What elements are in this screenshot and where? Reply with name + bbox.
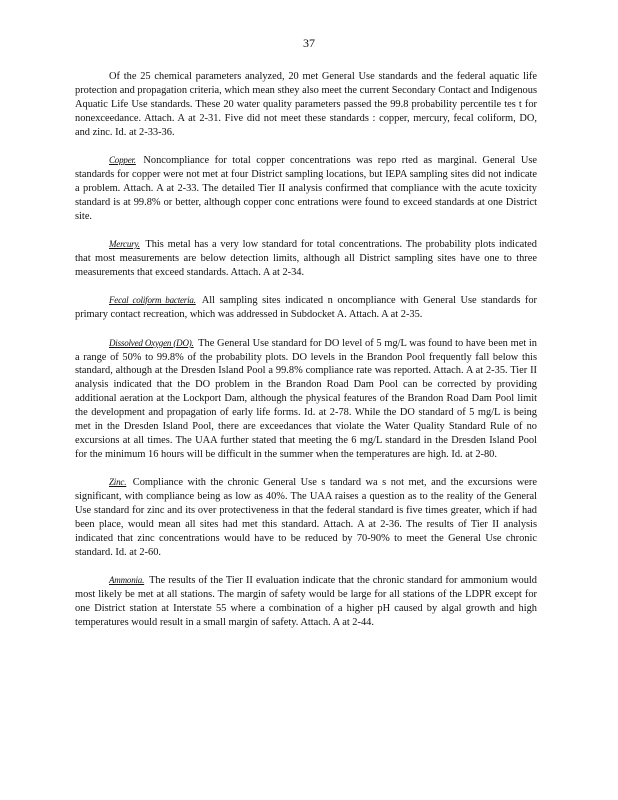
dissolved-oxygen-paragraph xyxy=(75,337,537,462)
page-number: 37 xyxy=(303,36,315,50)
ammonia-heading: Ammonia. xyxy=(109,575,145,586)
paragraph-text: Noncompliance for total copper concentrations was repo rted as marginal. General Use standards for copper were not met at four District sampling locations, but IEPA sampling sites did not indicate a problem. Attach. A at 2-33. The detailed Tier II analysis confirmed that compliance with the acute toxicity standard is at 99.8% or better, although copper conc entrations were found to exceed standards at one District site. xyxy=(75,155,537,222)
paragraph-text: All sampling sites indicated n oncompliance with General Use standards for primary contact recreation, which was addressed in Subdocket A. Attach. A at 2-35. xyxy=(75,295,537,321)
intro-paragraph xyxy=(75,70,537,140)
paragraph-text: The results of the Tier II evaluation indicate that the chronic standard for ammonium would most likely be met at all stations. The margin of safety would be large for all stations of the LDPR except for one District station at Interstate 55 where a combination of a higher pH caused by algal growth and high temperatures would result in a small margin of safety. Attach. A at 2-44. xyxy=(75,575,537,628)
dissolved-oxygen-heading: Dissolved Oxygen (DO). xyxy=(109,337,194,348)
copper-heading: Copper. xyxy=(109,155,136,166)
paragraph-text: Of the 25 chemical parameters analyzed, 20 met General Use standards and the federal aquatic life protection and propagation criteria, which mean sthey also meet the current Secondary Contact and Indigenous Aquatic Life Use standards. These 20 water quality parameters passed the 99.8 probability percentile tes t for nonexceedance. Attach. A at 2-31. Five did not meet these standards : copper, mercury, fecal coliform, DO, and zinc. Id. at 2-33-36. xyxy=(75,71,537,138)
copper-paragraph xyxy=(75,154,537,224)
paragraph-text: This metal has a very low standard for total concentrations. The probability plots indicated that most measurements are below detection limits, although all District sampling sites have one to three measurements that exceed standards. Attach. A at 2-34. xyxy=(75,239,537,278)
mercury-heading: Mercury. xyxy=(109,239,140,250)
zinc-heading: Zinc. xyxy=(109,477,127,488)
paragraph-text: The General Use standard for DO level of 5 mg/L was found to have been met in a range of 50% to 99.8% of the probability plots. DO levels in the Brandon Pool frequently fall below this standard, although at the Dresden Island Pool a 99.8% compliance rate was reported. Attach. A at 2-35. Tier II analysis indicated that the DO problem in the Brandon Road Dam Pool can be corrected by providing additional aeration at the Lockport Dam, although the physical features of the Brandon Road Dam Pool limit the development and propagation of early life forms. Id. at 2-78. While the DO standard of 5 mg/L is being met in the Dresden Island Pool, there are exceedances that violate the Water Quality Standard Rule of no excursions at all times. The UAA further stated that meeting the 6 mg/L standard in the Dresden Island Pool for the minimum 16 hours will be difficult in the summer when the temperatures are high. Id. at 2-80. xyxy=(75,337,538,460)
body-text xyxy=(75,70,537,644)
mercury-paragraph xyxy=(75,238,537,280)
paragraph-text: Compliance with the chronic General Use s tandard wa s not met, and the excursions were significant, with compliance being as low as 40%. The UAA raises a question as to the reality of the General Use standard for zinc and its over protectiveness in that the federal standard is five times greater, which if had been place, would mean all sites had met this standard. Attach. A at 2-36. The results of Tier II analysis indicated that zinc concentrations would have to be reduced by 70-90% to meet the General Use chronic standard. Id. at 2-60. xyxy=(75,477,537,558)
fecal-coliform-paragraph xyxy=(75,294,537,322)
zinc-paragraph xyxy=(75,476,537,559)
fecal-coliform-heading: Fecal coliform bacteria. xyxy=(109,295,196,306)
ammonia-paragraph xyxy=(75,574,537,630)
